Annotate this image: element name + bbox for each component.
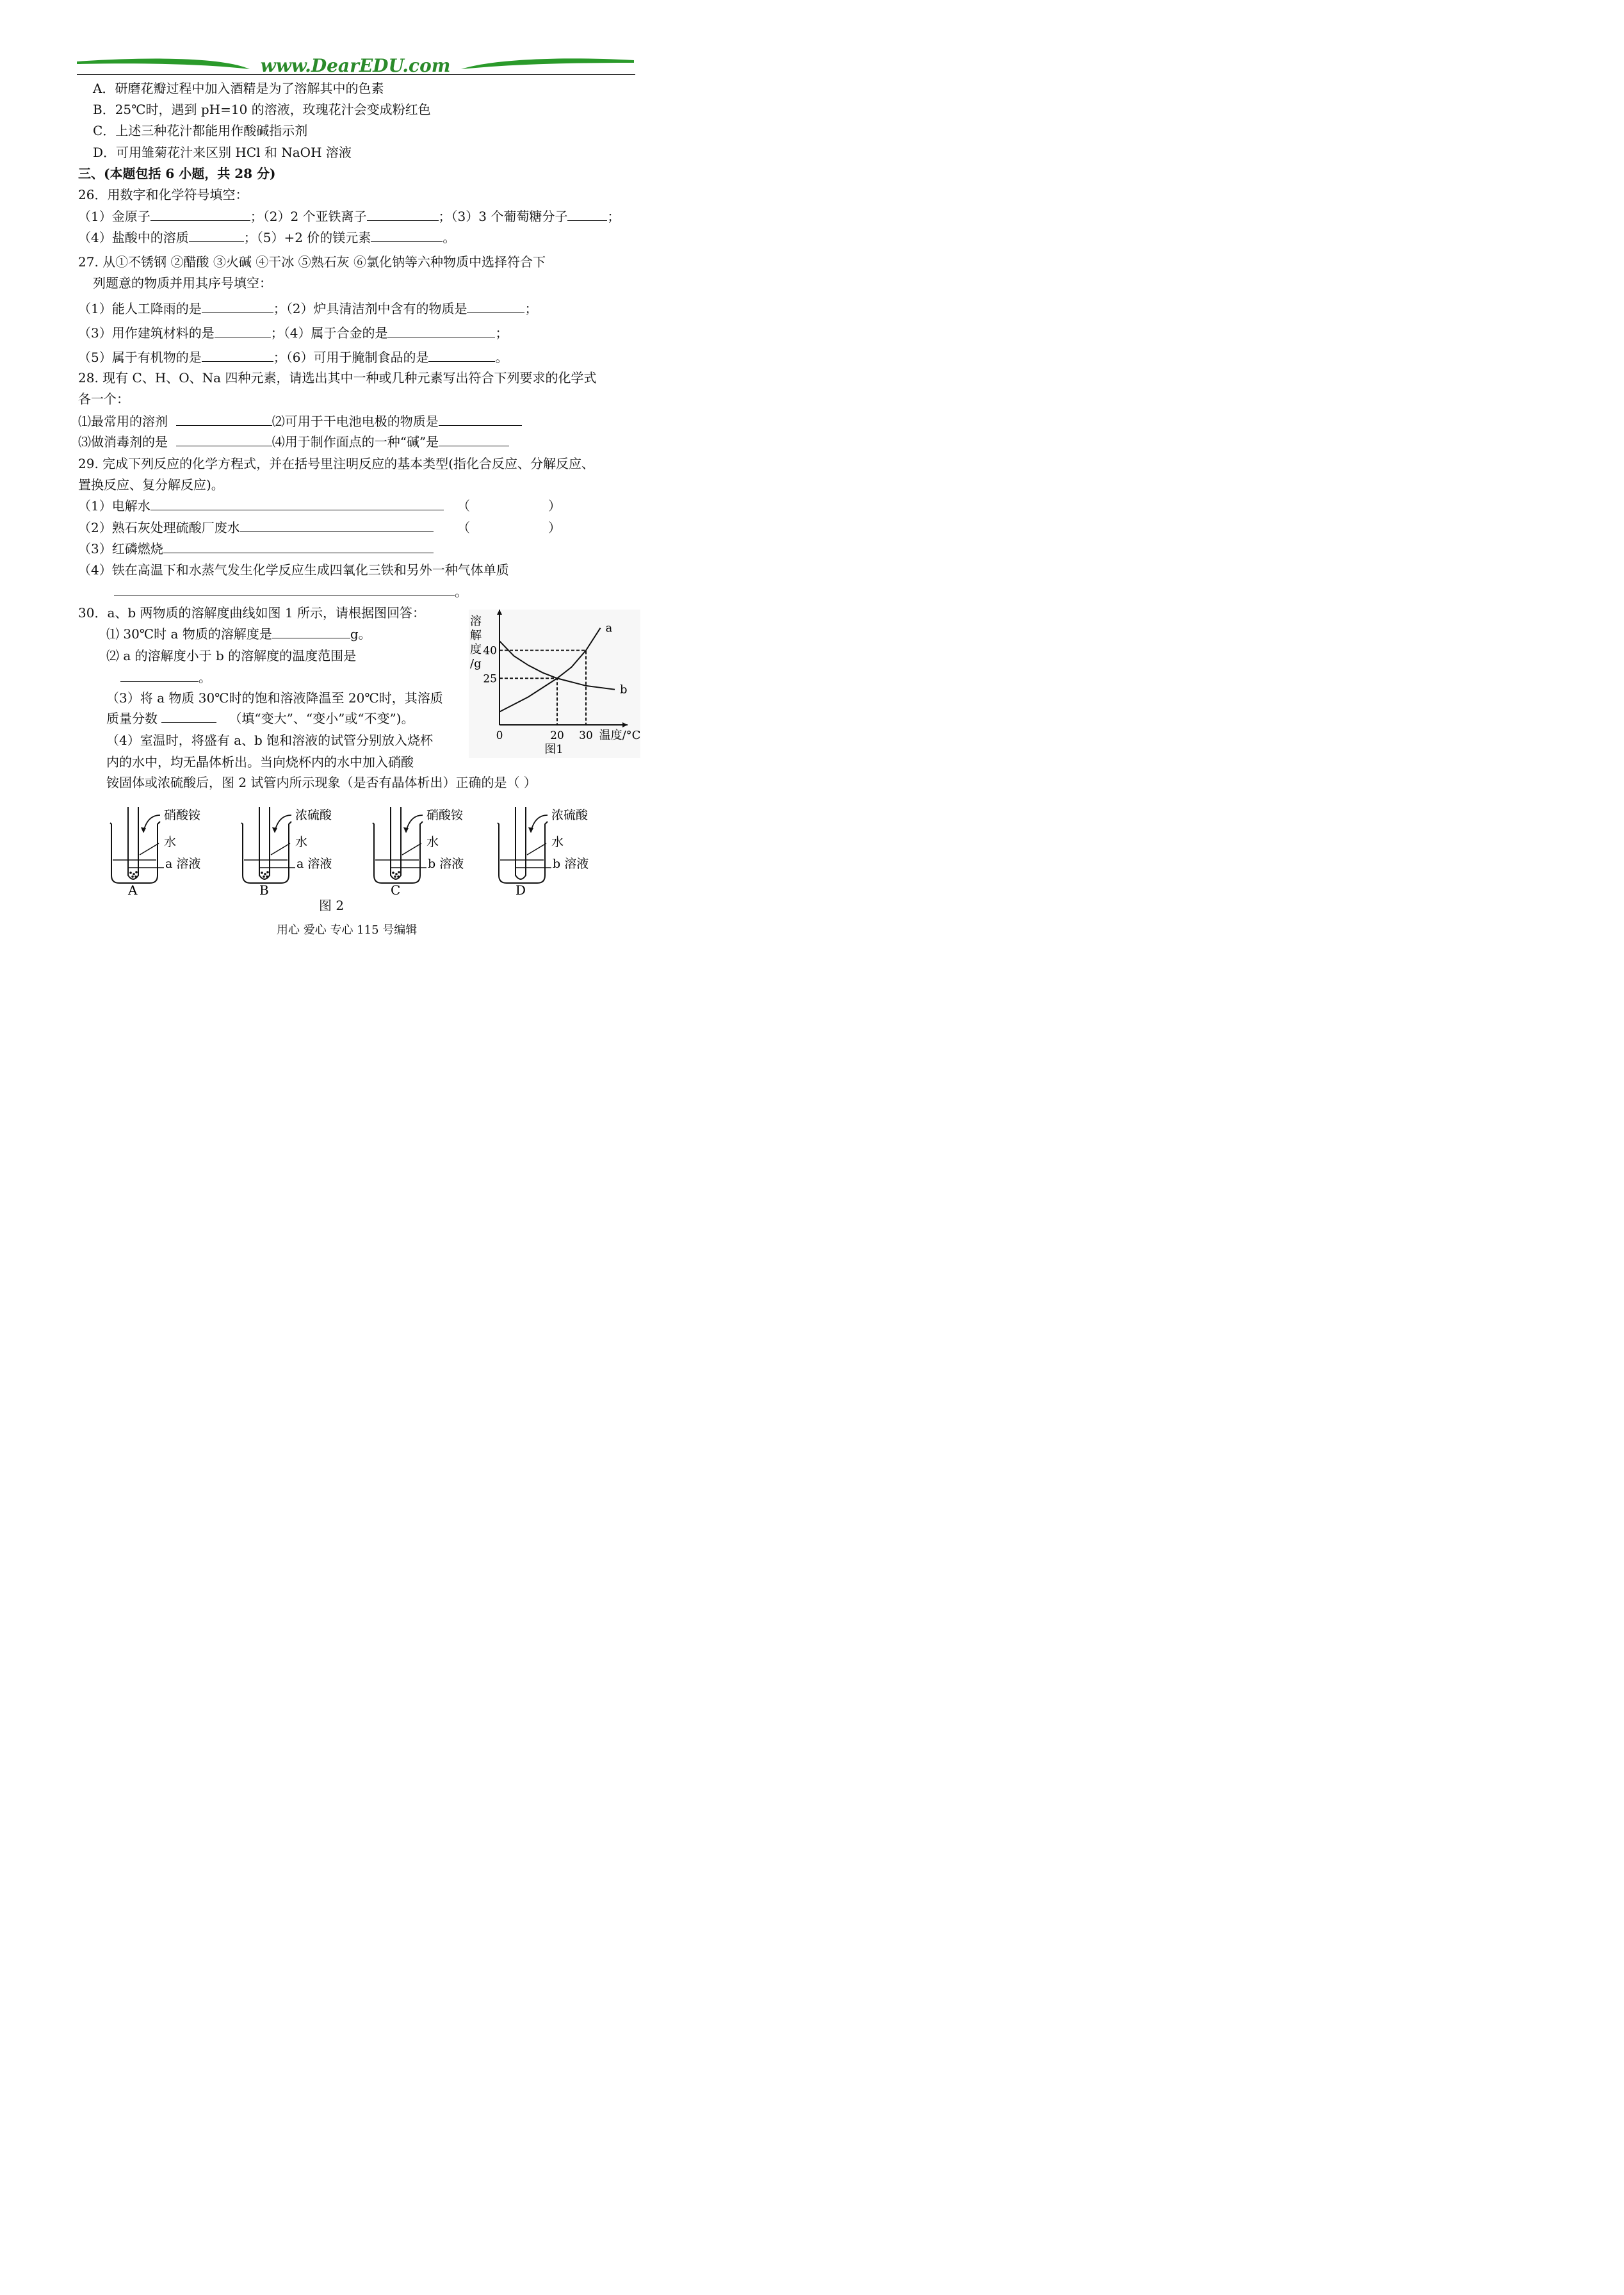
q30-line1 — [106, 626, 371, 642]
q27-stem-line2: 列题意的物质并用其序号填空： — [93, 275, 272, 291]
q26-item3-label: ；（3）3 个葡萄糖分子 — [438, 209, 568, 224]
reagent-arrowhead — [528, 827, 533, 833]
water-pointer — [402, 843, 421, 855]
q30-blank1[interactable] — [272, 626, 350, 638]
q26-line2 — [78, 230, 455, 245]
q29-paren-close1: ） — [548, 498, 561, 514]
reagent-label: 浓硫酸 — [551, 808, 589, 822]
q27-blank1[interactable] — [202, 301, 273, 313]
q29-paren-open2: （ — [457, 520, 470, 535]
q27-blank4[interactable] — [387, 325, 495, 337]
beaker-glass — [241, 822, 291, 883]
q26-period: 。 — [443, 230, 456, 245]
q25-option-b: B．25℃时，遇到 pH=10 的溶液，玫瑰花汁会变成粉红色 — [93, 102, 431, 117]
x-tick-label: 20 — [550, 729, 564, 742]
q30-stem: 30．a、b 两物质的溶解度曲线如图 1 所示，请根据图回答： — [78, 605, 425, 620]
test-tube — [128, 807, 138, 879]
q29-stem-line1: 29. 完成下列反应的化学方程式，并在括号里注明反应的基本类型(指化合反应、分解反应、 — [78, 456, 594, 471]
q27-item1-label: （1）能人工降雨的是 — [78, 301, 202, 316]
beaker-A — [102, 804, 231, 900]
y-tick-label: 40 — [483, 644, 497, 658]
q28-blank3[interactable] — [176, 434, 272, 446]
q30-item3-hint: （填“变大”、“变小”或“不变”)。 — [229, 711, 414, 726]
water-label: 水 — [295, 835, 308, 849]
crystal-dot — [266, 871, 269, 873]
q26-item1-label: （1）金原子 — [78, 209, 150, 224]
water-label: 水 — [551, 835, 564, 849]
q27-semicolon1: ； — [524, 301, 538, 316]
y-axis-label-char: /g — [470, 657, 482, 670]
y-axis-label-char: 解 — [470, 629, 482, 642]
q30-item3-line1: （3）将 a 物质 30℃时的饱和溶液降温至 20℃时，其溶质 — [106, 690, 443, 706]
q29-paren-close2: ） — [548, 520, 561, 535]
q26-item5-label: ；（5）+2 价的镁元素 — [243, 230, 371, 245]
guide-line — [499, 678, 557, 725]
series-label-b: b — [620, 683, 628, 697]
beaker-glass — [498, 822, 548, 883]
q25-option-a: A．研磨花瓣过程中加入酒精是为了溶解其中的色素 — [93, 81, 384, 96]
q28-blank4[interactable] — [439, 434, 509, 446]
q27-stem-line1: 27. 从①不锈钢 ②醋酸 ③火碱 ④干冰 ⑤熟石灰 ⑥氯化钠等六种物质中选择符合下 — [78, 254, 546, 270]
q28-line2 — [78, 434, 509, 450]
q29-item3-label: （3）红磷燃烧 — [78, 541, 163, 556]
q26-item4-label: （4）盐酸中的溶质 — [78, 230, 189, 245]
crystal-dot — [131, 875, 134, 878]
q29-blank4[interactable] — [114, 584, 455, 596]
y-axis-label-char: 溶 — [470, 615, 482, 628]
q26-blank2[interactable] — [367, 209, 439, 221]
water-pointer — [271, 843, 290, 855]
q30-item4-line2: 内的水中，均无晶体析出。当向烧杯内的水中加入硝酸 — [106, 754, 414, 770]
q27-item3-label: （3）用作建筑材料的是 — [78, 325, 215, 341]
q28-item3-label: ⑶做消毒剂的是 — [78, 434, 168, 450]
test-tube — [516, 807, 526, 879]
option-letter: D — [516, 882, 526, 898]
water-label: 水 — [164, 835, 177, 849]
q30-item2-period: 。 — [199, 670, 211, 685]
q27-blank3[interactable] — [215, 325, 271, 337]
q29-blank1[interactable] — [150, 498, 444, 510]
solution-label: a 溶液 — [296, 857, 332, 871]
q26-item2-label: ；（2）2 个亚铁离子 — [250, 209, 367, 224]
series-line-a — [499, 628, 601, 712]
q27-blank6[interactable] — [428, 350, 495, 362]
q26-stem: 26．用数字和化学符号填空： — [78, 187, 248, 202]
crystal-dot — [263, 875, 265, 878]
q29-item2-label: （2）熟石灰处理硫酸厂废水 — [78, 520, 240, 535]
q27-line3 — [78, 350, 508, 365]
reagent-arrowhead — [141, 827, 146, 833]
q28-item2-label: ⑵可用于干电池电极的物质是 — [272, 414, 439, 429]
crystal-dot — [129, 872, 132, 874]
q28-item4-label: ⑷用于制作面点的一种“碱”是 — [272, 434, 439, 450]
q27-blank2[interactable] — [467, 301, 524, 313]
beaker-B — [234, 804, 362, 900]
q28-blank2[interactable] — [439, 414, 522, 426]
section-title: 三、(本题包括 6 小题，共 28 分) — [78, 166, 276, 181]
page-footer: 用心 爱心 专心 115 号编辑 — [277, 923, 418, 937]
q28-item1-label: ⑴最常用的溶剂 — [78, 414, 168, 429]
q30-item4-line1: （4）室温时，将盛有 a、b 饱和溶液的试管分别放入烧杯 — [106, 733, 434, 748]
q25-option-c: C．上述三种花汁都能用作酸碱指示剂 — [93, 123, 308, 138]
beaker-D — [490, 804, 618, 900]
y-tick-label: 25 — [483, 672, 497, 686]
q27-semicolon2: ； — [495, 325, 508, 341]
solution-label: b 溶液 — [428, 857, 464, 871]
q30-item1-label: ⑴ 30℃时 a 物质的溶解度是 — [106, 626, 272, 642]
q28-stem-line1: 28. 现有 C、H、O、Na 四种元素，请选出其中一种或几种元素写出符合下列要求的化学式 — [78, 370, 597, 385]
crystal-dot — [395, 873, 398, 875]
q29-blank3[interactable] — [163, 541, 434, 553]
solution-label: b 溶液 — [553, 857, 589, 871]
series-label-a: a — [605, 621, 613, 635]
beaker-glass — [110, 822, 160, 883]
q29-period: 。 — [455, 584, 467, 599]
crystal-dot — [133, 873, 135, 875]
q28-line1 — [78, 414, 522, 429]
crystal-dot — [394, 875, 396, 878]
crystal-dot — [134, 875, 137, 878]
site-logo-text: www.DearEDU.com — [260, 55, 451, 76]
q30-blank2[interactable] — [120, 670, 199, 682]
q29-item1-label: （1）电解水 — [78, 498, 150, 514]
q29-line1 — [78, 498, 444, 514]
crystal-dot — [392, 872, 394, 874]
crystal-dot — [264, 873, 266, 875]
q27-blank5[interactable] — [202, 350, 273, 362]
crystal-dot — [398, 871, 400, 873]
crystal-dot — [135, 871, 138, 873]
q29-line3 — [78, 541, 434, 556]
y-axis-label-char: 度 — [470, 643, 482, 656]
reagent-arrowhead — [272, 827, 277, 833]
chart-caption: 图1 — [544, 743, 564, 756]
q27-period: 。 — [495, 350, 508, 365]
crystal-dot — [397, 875, 400, 878]
crystal-dot — [261, 872, 263, 874]
q30-item2-label: ⑵ a 的溶解度小于 b 的溶解度的温度范围是 — [106, 648, 357, 663]
test-tube — [259, 807, 270, 879]
q27-item5-label: （5）属于有机物的是 — [78, 350, 202, 365]
figure2 — [102, 804, 615, 919]
q29-stem-line2: 置换反应、复分解反应)。 — [78, 477, 224, 492]
q30-line2b — [120, 670, 211, 685]
q27-line2 — [78, 325, 508, 341]
q27-item4-label: ；（4）属于合金的是 — [270, 325, 388, 341]
q29-item4-label: （4）铁在高温下和水蒸气发生化学反应生成四氧化三铁和另外一种气体单质 — [78, 562, 509, 578]
water-pointer — [140, 843, 159, 855]
q30-item4-line3: 铵固体或浓硫酸后，图 2 试管内所示现象（是否有晶体析出）正确的是（ ） — [106, 775, 537, 790]
q29-line2 — [78, 520, 434, 535]
option-letter: A — [128, 882, 138, 898]
reagent-arrowhead — [403, 827, 409, 833]
q26-blank1[interactable] — [150, 209, 250, 221]
water-label: 水 — [426, 835, 439, 849]
solution-label: a 溶液 — [165, 857, 201, 871]
y-axis-arrow — [497, 610, 502, 615]
q28-stem-line2: 各一个： — [78, 391, 129, 407]
q26-blank4[interactable] — [189, 230, 244, 242]
water-pointer — [527, 843, 546, 855]
q26-blank5[interactable] — [371, 230, 443, 242]
q27-item6-label: ；（6）可用于腌制食品的是 — [273, 350, 429, 365]
crystal-dot — [266, 875, 268, 878]
beaker-C — [365, 804, 493, 900]
beaker-glass — [373, 822, 423, 883]
x-tick-label: 30 — [579, 729, 593, 742]
q26-blank3[interactable] — [567, 209, 607, 221]
q30-item1-unit: g。 — [350, 626, 371, 642]
x-axis-label: 温度/°C — [599, 729, 640, 742]
solubility-chart — [469, 610, 640, 758]
option-letter: B — [259, 882, 269, 898]
q30-line3b — [106, 711, 414, 726]
header-rule — [77, 74, 635, 75]
x-axis-arrow — [622, 722, 628, 727]
option-letter: C — [391, 882, 401, 898]
q27-line1 — [78, 301, 537, 316]
q30-item3-label: 质量分数 — [106, 711, 158, 726]
reagent-label: 浓硫酸 — [295, 808, 332, 822]
x-tick-label: 0 — [496, 729, 503, 742]
q26-line1 — [78, 209, 620, 224]
figure1-chart-box — [469, 610, 640, 758]
q26-semicolon: ； — [607, 209, 621, 224]
q30-blank3[interactable] — [161, 711, 216, 723]
reagent-label: 硝酸铵 — [164, 808, 201, 822]
test-tube — [391, 807, 401, 879]
q29-line4b — [114, 584, 467, 599]
q29-blank2[interactable] — [240, 520, 434, 532]
q29-paren-open1: （ — [457, 498, 470, 514]
figure2-caption: 图 2 — [319, 898, 345, 913]
reagent-label: 硝酸铵 — [426, 808, 464, 822]
header-banner — [77, 55, 634, 77]
q25-option-d: D．可用雏菊花汁来区别 HCl 和 NaOH 溶液 — [93, 145, 352, 160]
q28-blank1[interactable] — [176, 414, 272, 426]
q27-item2-label: ；（2）炉具清洁剂中含有的物质是 — [273, 301, 467, 316]
